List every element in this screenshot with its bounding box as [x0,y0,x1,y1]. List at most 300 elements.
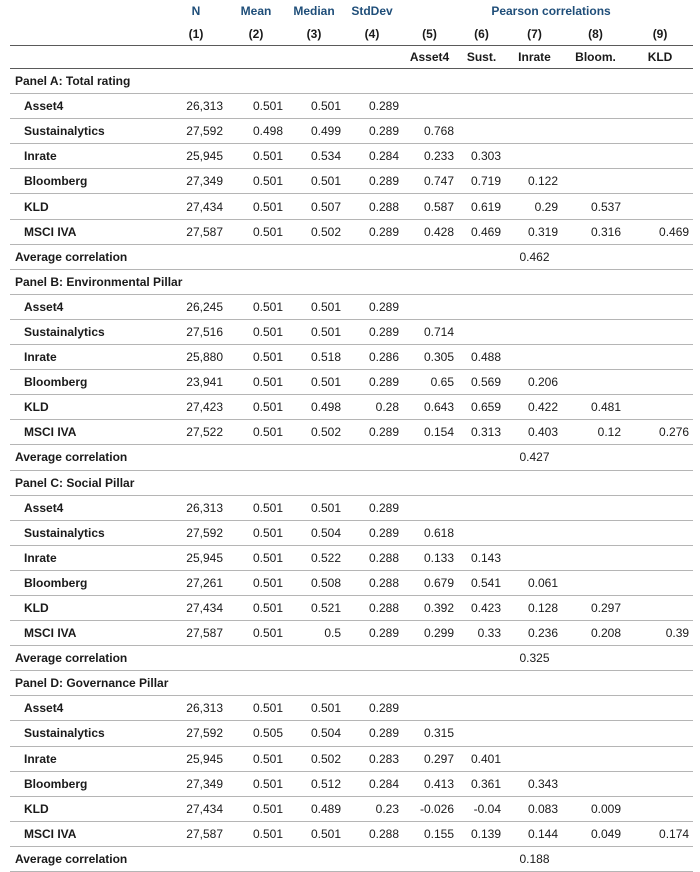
cell-mean: 0.501 [227,595,285,620]
col-number: (1) [165,22,227,46]
cell-stddev: 0.284 [343,144,401,169]
cell-n: 27,261 [165,570,227,595]
panel-title: Panel C: Social Pillar [10,470,693,495]
table-row [10,721,693,746]
header-row-corr-labels [10,46,693,69]
cell-mean: 0.501 [227,796,285,821]
cell-mean: 0.501 [227,319,285,344]
cell-correlation [627,696,693,721]
cell-stddev: 0.288 [343,545,401,570]
cell-correlation: 0.587 [401,194,458,219]
cell-mean: 0.505 [227,721,285,746]
cell-empty [458,646,505,671]
average-row [10,445,693,470]
cell-median: 0.501 [285,94,343,119]
cell-empty [401,244,458,269]
cell-empty [627,846,693,871]
cell-correlation [627,771,693,796]
panel-title-row [10,671,693,696]
cell-correlation [458,294,505,319]
cell-correlation [564,495,627,520]
cell-empty [458,846,505,871]
header-spacer [10,46,165,69]
row-label: Inrate [10,545,165,570]
col-number: (3) [285,22,343,46]
table-body [10,0,693,872]
cell-n: 27,522 [165,420,227,445]
row-label: Inrate [10,345,165,370]
cell-n: 27,592 [165,119,227,144]
cell-correlation [564,696,627,721]
cell-correlation: 0.009 [564,796,627,821]
table-row [10,595,693,620]
cell-median: 0.501 [285,495,343,520]
cell-median: 0.512 [285,771,343,796]
col-number: (4) [343,22,401,46]
cell-empty [458,445,505,470]
average-label: Average correlation [10,646,401,671]
cell-mean: 0.501 [227,520,285,545]
cell-stddev: 0.289 [343,119,401,144]
table-row [10,294,693,319]
cell-median: 0.501 [285,370,343,395]
cell-correlation [564,144,627,169]
header-row-titles [10,0,693,22]
row-label: Sustainalytics [10,721,165,746]
row-label: MSCI IVA [10,219,165,244]
row-label: MSCI IVA [10,821,165,846]
cell-mean: 0.501 [227,370,285,395]
cell-n: 25,945 [165,545,227,570]
cell-median: 0.501 [285,319,343,344]
cell-mean: 0.501 [227,621,285,646]
cell-correlation: 0.049 [564,821,627,846]
cell-correlation: 0.12 [564,420,627,445]
cell-correlation: 0.299 [401,621,458,646]
cell-median: 0.508 [285,570,343,595]
panel-title-row [10,69,693,94]
cell-correlation: 0.714 [401,319,458,344]
table-row [10,771,693,796]
cell-correlation [505,520,564,545]
col-number: (7) [505,22,564,46]
row-label: Bloomberg [10,169,165,194]
table-row [10,495,693,520]
header-mean: Mean [240,4,272,18]
cell-correlation [505,545,564,570]
cell-correlation [627,194,693,219]
cell-correlation [505,144,564,169]
cell-correlation [505,94,564,119]
cell-correlation [627,395,693,420]
average-row [10,244,693,269]
cell-correlation [564,319,627,344]
cell-correlation [564,169,627,194]
header-pearson: Pearson correlations [491,4,611,18]
cell-correlation [627,94,693,119]
cell-correlation: 0.481 [564,395,627,420]
cell-correlation: 0.719 [458,169,505,194]
cell-median: 0.501 [285,696,343,721]
cell-mean: 0.501 [227,345,285,370]
cell-correlation [627,370,693,395]
cell-correlation: 0.154 [401,420,458,445]
cell-stddev: 0.289 [343,169,401,194]
cell-mean: 0.501 [227,821,285,846]
cell-mean: 0.501 [227,194,285,219]
cell-correlation [627,520,693,545]
cell-correlation: 0.361 [458,771,505,796]
cell-median: 0.5 [285,621,343,646]
cell-correlation [564,721,627,746]
cell-correlation [627,319,693,344]
cell-mean: 0.501 [227,219,285,244]
cell-median: 0.501 [285,821,343,846]
row-label: Asset4 [10,294,165,319]
row-label: KLD [10,194,165,219]
cell-n: 26,313 [165,94,227,119]
cell-correlation: 0.297 [401,746,458,771]
cell-mean: 0.501 [227,696,285,721]
cell-correlation: 0.768 [401,119,458,144]
table-row [10,696,693,721]
cell-median: 0.504 [285,520,343,545]
cell-stddev: 0.289 [343,621,401,646]
panel-title: Panel A: Total rating [10,69,693,94]
table-row [10,570,693,595]
cell-n: 27,587 [165,821,227,846]
cell-empty [627,646,693,671]
cell-correlation [401,696,458,721]
cell-correlation [627,796,693,821]
cell-n: 25,880 [165,345,227,370]
cell-correlation: 0.316 [564,219,627,244]
cell-correlation: 0.083 [505,796,564,821]
cell-n: 26,313 [165,495,227,520]
cell-stddev: 0.28 [343,395,401,420]
average-label: Average correlation [10,244,401,269]
row-label: MSCI IVA [10,420,165,445]
average-value: 0.325 [505,646,564,671]
header-spacer [343,46,401,69]
cell-n: 25,945 [165,746,227,771]
average-value: 0.427 [505,445,564,470]
row-label: KLD [10,395,165,420]
cell-correlation: -0.04 [458,796,505,821]
table-row [10,94,693,119]
cell-correlation [505,696,564,721]
table-row [10,119,693,144]
cell-median: 0.502 [285,219,343,244]
cell-correlation: 0.206 [505,370,564,395]
cell-empty [627,445,693,470]
cell-correlation [564,370,627,395]
cell-mean: 0.501 [227,495,285,520]
cell-stddev: 0.289 [343,420,401,445]
cell-stddev: 0.288 [343,821,401,846]
cell-correlation: 0.469 [458,219,505,244]
cell-correlation [627,721,693,746]
corr-label: Sust. [458,46,505,69]
cell-stddev: 0.288 [343,194,401,219]
cell-correlation [401,294,458,319]
cell-median: 0.502 [285,746,343,771]
row-label: Inrate [10,746,165,771]
cell-correlation [458,495,505,520]
table-row [10,796,693,821]
cell-correlation: 0.139 [458,821,505,846]
cell-empty [401,646,458,671]
correlation-table [10,0,693,872]
corr-label: Asset4 [401,46,458,69]
cell-correlation: 0.144 [505,821,564,846]
cell-mean: 0.501 [227,570,285,595]
cell-n: 27,434 [165,194,227,219]
cell-correlation: 0.143 [458,545,505,570]
cell-correlation: 0.537 [564,194,627,219]
cell-stddev: 0.286 [343,345,401,370]
cell-mean: 0.498 [227,119,285,144]
cell-correlation: 0.303 [458,144,505,169]
cell-correlation [401,495,458,520]
cell-n: 27,592 [165,721,227,746]
cell-n: 27,434 [165,796,227,821]
average-value: 0.188 [505,846,564,871]
table-row [10,194,693,219]
row-label: Sustainalytics [10,119,165,144]
cell-correlation: 0.422 [505,395,564,420]
header-spacer [227,46,285,69]
cell-n: 27,423 [165,395,227,420]
table-row [10,169,693,194]
table-row [10,621,693,646]
cell-correlation: 0.29 [505,194,564,219]
cell-n: 27,592 [165,520,227,545]
cell-correlation [505,294,564,319]
cell-correlation: 0.747 [401,169,458,194]
cell-empty [458,244,505,269]
cell-correlation: 0.428 [401,219,458,244]
table-row [10,219,693,244]
panel-title-row [10,470,693,495]
cell-correlation [564,771,627,796]
cell-correlation [505,721,564,746]
cell-stddev: 0.283 [343,746,401,771]
cell-correlation [458,319,505,344]
cell-correlation: 0.33 [458,621,505,646]
cell-median: 0.501 [285,169,343,194]
row-label: Asset4 [10,696,165,721]
cell-stddev: 0.289 [343,696,401,721]
cell-correlation: 0.403 [505,420,564,445]
cell-stddev: 0.288 [343,595,401,620]
row-label: Sustainalytics [10,319,165,344]
average-label: Average correlation [10,445,401,470]
cell-correlation [564,345,627,370]
cell-stddev: 0.289 [343,294,401,319]
cell-correlation [564,746,627,771]
cell-correlation [458,94,505,119]
cell-mean: 0.501 [227,395,285,420]
panel-title: Panel D: Governance Pillar [10,671,693,696]
cell-correlation [564,545,627,570]
cell-correlation [564,520,627,545]
cell-mean: 0.501 [227,746,285,771]
cell-correlation: 0.313 [458,420,505,445]
cell-empty [627,244,693,269]
row-label: MSCI IVA [10,621,165,646]
header-median: Median [293,4,335,18]
table-row [10,395,693,420]
cell-correlation [627,746,693,771]
average-row [10,846,693,871]
row-label: KLD [10,796,165,821]
header-spacer [165,46,227,69]
panel-title-row [10,269,693,294]
cell-stddev: 0.289 [343,319,401,344]
cell-correlation: 0.133 [401,545,458,570]
cell-n: 23,941 [165,370,227,395]
cell-stddev: 0.289 [343,495,401,520]
cell-stddev: 0.289 [343,219,401,244]
cell-correlation: 0.488 [458,345,505,370]
cell-correlation [627,570,693,595]
cell-correlation: 0.643 [401,395,458,420]
cell-n: 27,516 [165,319,227,344]
cell-correlation: 0.39 [627,621,693,646]
cell-correlation [505,746,564,771]
cell-correlation: -0.026 [401,796,458,821]
cell-correlation [505,495,564,520]
header-spacer [10,22,165,46]
row-label: Asset4 [10,94,165,119]
cell-correlation [564,570,627,595]
cell-correlation [627,119,693,144]
header-stddev: StdDev [351,4,393,18]
table-row [10,821,693,846]
cell-correlation: 0.236 [505,621,564,646]
cell-correlation: 0.174 [627,821,693,846]
cell-correlation: 0.618 [401,520,458,545]
row-label: Asset4 [10,495,165,520]
cell-correlation: 0.315 [401,721,458,746]
row-label: Bloomberg [10,771,165,796]
cell-correlation: 0.343 [505,771,564,796]
cell-empty [564,846,627,871]
row-label: Bloomberg [10,370,165,395]
cell-correlation [627,144,693,169]
cell-correlation [564,294,627,319]
cell-n: 27,434 [165,595,227,620]
col-number: (2) [227,22,285,46]
cell-stddev: 0.289 [343,520,401,545]
cell-correlation [627,169,693,194]
cell-correlation [564,119,627,144]
cell-correlation [627,345,693,370]
cell-correlation: 0.319 [505,219,564,244]
cell-correlation: 0.423 [458,595,505,620]
corr-label: Inrate [505,46,564,69]
cell-correlation: 0.233 [401,144,458,169]
cell-n: 27,349 [165,169,227,194]
header-spacer [10,0,165,22]
table-row [10,545,693,570]
cell-n: 27,587 [165,219,227,244]
cell-stddev: 0.284 [343,771,401,796]
cell-mean: 0.501 [227,144,285,169]
cell-correlation: 0.122 [505,169,564,194]
cell-stddev: 0.288 [343,570,401,595]
col-number: (6) [458,22,505,46]
cell-n: 27,349 [165,771,227,796]
table-row [10,319,693,344]
cell-correlation: 0.65 [401,370,458,395]
cell-mean: 0.501 [227,771,285,796]
table-row [10,520,693,545]
cell-median: 0.504 [285,721,343,746]
header-n: N [191,4,201,18]
cell-empty [564,646,627,671]
cell-median: 0.507 [285,194,343,219]
cell-correlation [505,319,564,344]
row-label: Inrate [10,144,165,169]
table-row [10,345,693,370]
cell-correlation: 0.305 [401,345,458,370]
cell-median: 0.518 [285,345,343,370]
cell-correlation: 0.061 [505,570,564,595]
cell-correlation [564,94,627,119]
row-label: Bloomberg [10,570,165,595]
table-row [10,746,693,771]
cell-median: 0.502 [285,420,343,445]
table-row [10,144,693,169]
cell-correlation: 0.128 [505,595,564,620]
cell-stddev: 0.289 [343,370,401,395]
average-value: 0.462 [505,244,564,269]
header-row-numbers [10,22,693,46]
table-row [10,420,693,445]
corr-label: KLD [627,46,693,69]
cell-correlation: 0.469 [627,219,693,244]
cell-correlation: 0.541 [458,570,505,595]
cell-median: 0.499 [285,119,343,144]
row-label: KLD [10,595,165,620]
cell-median: 0.534 [285,144,343,169]
cell-stddev: 0.23 [343,796,401,821]
cell-mean: 0.501 [227,169,285,194]
cell-empty [401,445,458,470]
cell-correlation: 0.392 [401,595,458,620]
cell-correlation [458,119,505,144]
cell-median: 0.522 [285,545,343,570]
cell-correlation: 0.297 [564,595,627,620]
average-label: Average correlation [10,846,401,871]
table-row [10,370,693,395]
cell-correlation [505,345,564,370]
cell-mean: 0.501 [227,420,285,445]
cell-correlation [401,94,458,119]
cell-stddev: 0.289 [343,94,401,119]
average-row [10,646,693,671]
panel-title: Panel B: Environmental Pillar [10,269,693,294]
cell-correlation: 0.155 [401,821,458,846]
cell-correlation: 0.276 [627,420,693,445]
cell-correlation [627,495,693,520]
cell-empty [564,244,627,269]
cell-correlation: 0.619 [458,194,505,219]
cell-n: 26,245 [165,294,227,319]
cell-correlation: 0.208 [564,621,627,646]
